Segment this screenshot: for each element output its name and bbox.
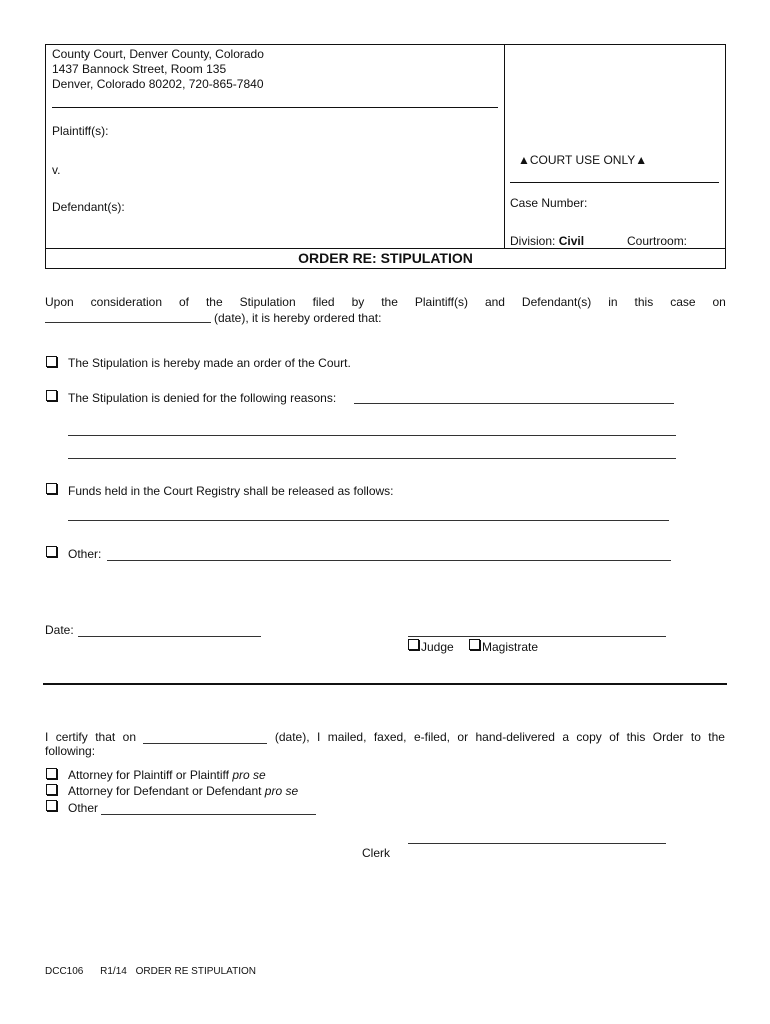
division-label: Division: (510, 234, 556, 248)
intro-word: case (670, 295, 696, 309)
certificate-word: or (457, 730, 469, 744)
made-order-checkbox[interactable] (46, 356, 57, 367)
judge-signature-line[interactable] (408, 636, 666, 637)
certificate-word: copy (576, 730, 602, 744)
certificate-word: (date), (274, 730, 310, 744)
funds-label: Funds held in the Court Registry shall be released as follows: (68, 484, 394, 498)
certificate-date-field[interactable] (143, 731, 267, 744)
denied-checkbox[interactable] (46, 390, 57, 401)
intro-word: of (178, 295, 189, 309)
certificate-word: a (562, 730, 569, 744)
judge-label: Judge (421, 640, 454, 654)
clerk-label: Clerk (362, 846, 391, 860)
intro-word: on (712, 295, 726, 309)
other-detail-line[interactable] (107, 560, 671, 561)
intro-word: this (634, 295, 654, 309)
denied-label: The Stipulation is denied for the following reasons: (68, 391, 337, 405)
footer-revision: R1/14 (100, 966, 127, 977)
denied-reason-line-1[interactable] (354, 403, 674, 404)
date-field[interactable] (78, 636, 261, 637)
document-title: ORDER RE: STIPULATION (298, 250, 473, 266)
division-value: Civil (558, 234, 585, 248)
funds-detail-line[interactable] (68, 520, 669, 521)
intro-word: filed (312, 295, 335, 309)
intro-line-2: (date), it is hereby ordered that: (214, 311, 382, 325)
date-label: Date: (45, 623, 74, 637)
division-field (510, 234, 584, 248)
certificate-word: this (626, 730, 646, 744)
certificate-word: hand-delivered (475, 730, 555, 744)
other-label: Other: (68, 547, 102, 561)
intro-word: Defendant(s) (521, 295, 592, 309)
intro-word: the (205, 295, 223, 309)
certificate-word: faxed, (373, 730, 407, 744)
case-number-label: Case Number: (510, 196, 588, 210)
versus-label: v. (52, 163, 61, 177)
made-order-label: The Stipulation is hereby made an order of the Court. (68, 356, 351, 370)
funds-checkbox[interactable] (46, 483, 57, 494)
other-checkbox[interactable] (46, 546, 57, 557)
attorney-defendant-checkbox[interactable] (46, 784, 57, 795)
court-use-only-label: ▲COURT USE ONLY▲ (518, 153, 648, 167)
attorney-defendant-text: Attorney for Defendant or Defendant (68, 784, 262, 798)
certificate-line-2: following: (45, 744, 96, 758)
plaintiff-label: Plaintiff(s): (52, 124, 109, 138)
intro-date-field[interactable] (45, 322, 211, 323)
certificate-word: I (45, 730, 49, 744)
intro-word: Stipulation (239, 295, 296, 309)
certificate-word: on (122, 730, 136, 744)
intro-word: and (484, 295, 505, 309)
certificate-word: Order (652, 730, 684, 744)
pro-se-text: pro se (232, 768, 266, 782)
certificate-other-label: Other (68, 801, 99, 815)
certificate-word: to (690, 730, 701, 744)
certificate-word: mailed, (327, 730, 367, 744)
pro-se-text: pro se (264, 784, 299, 798)
magistrate-checkbox[interactable] (469, 639, 480, 650)
denied-reason-line-2[interactable] (68, 435, 676, 436)
denied-reason-line-3[interactable] (68, 458, 676, 459)
attorney-defendant-label (68, 784, 298, 798)
intro-word: the (381, 295, 398, 309)
judge-checkbox[interactable] (408, 639, 419, 650)
certificate-word: certify (55, 730, 88, 744)
certificate-word: e-filed, (413, 730, 450, 744)
footer (45, 966, 256, 977)
defendant-label: Defendant(s): (52, 200, 125, 214)
court-address-line-3: Denver, Colorado 80202, 720-865-7840 (52, 77, 264, 91)
court-address-line-2: 1437 Bannock Street, Room 135 (52, 62, 227, 76)
section-divider (43, 683, 727, 685)
courtroom-label: Courtroom: (627, 234, 688, 248)
attorney-plaintiff-checkbox[interactable] (46, 768, 57, 779)
footer-form-id: DCC106 (45, 966, 84, 977)
intro-word: Upon (45, 295, 74, 309)
clerk-signature-line[interactable] (408, 843, 666, 844)
intro-word: in (608, 295, 618, 309)
magistrate-label: Magistrate (482, 640, 539, 654)
footer-form-title: ORDER RE STIPULATION (135, 966, 256, 977)
certificate-line-1 (45, 730, 725, 744)
intro-line-1 (45, 295, 726, 309)
certificate-other-line[interactable] (101, 814, 316, 815)
certificate-word: that (95, 730, 116, 744)
intro-word: Plaintiff(s) (414, 295, 468, 309)
certificate-word: the (708, 730, 725, 744)
attorney-plaintiff-label (68, 768, 266, 782)
court-address-line-1: County Court, Denver County, Colorado (52, 47, 264, 61)
intro-word: consideration (90, 295, 163, 309)
certificate-word: I (316, 730, 321, 744)
certificate-word: of (609, 730, 620, 744)
intro-word: by (351, 295, 365, 309)
attorney-plaintiff-text: Attorney for Plaintiff or Plaintiff (68, 768, 229, 782)
court-address (52, 47, 264, 92)
certificate-other-checkbox[interactable] (46, 800, 57, 811)
